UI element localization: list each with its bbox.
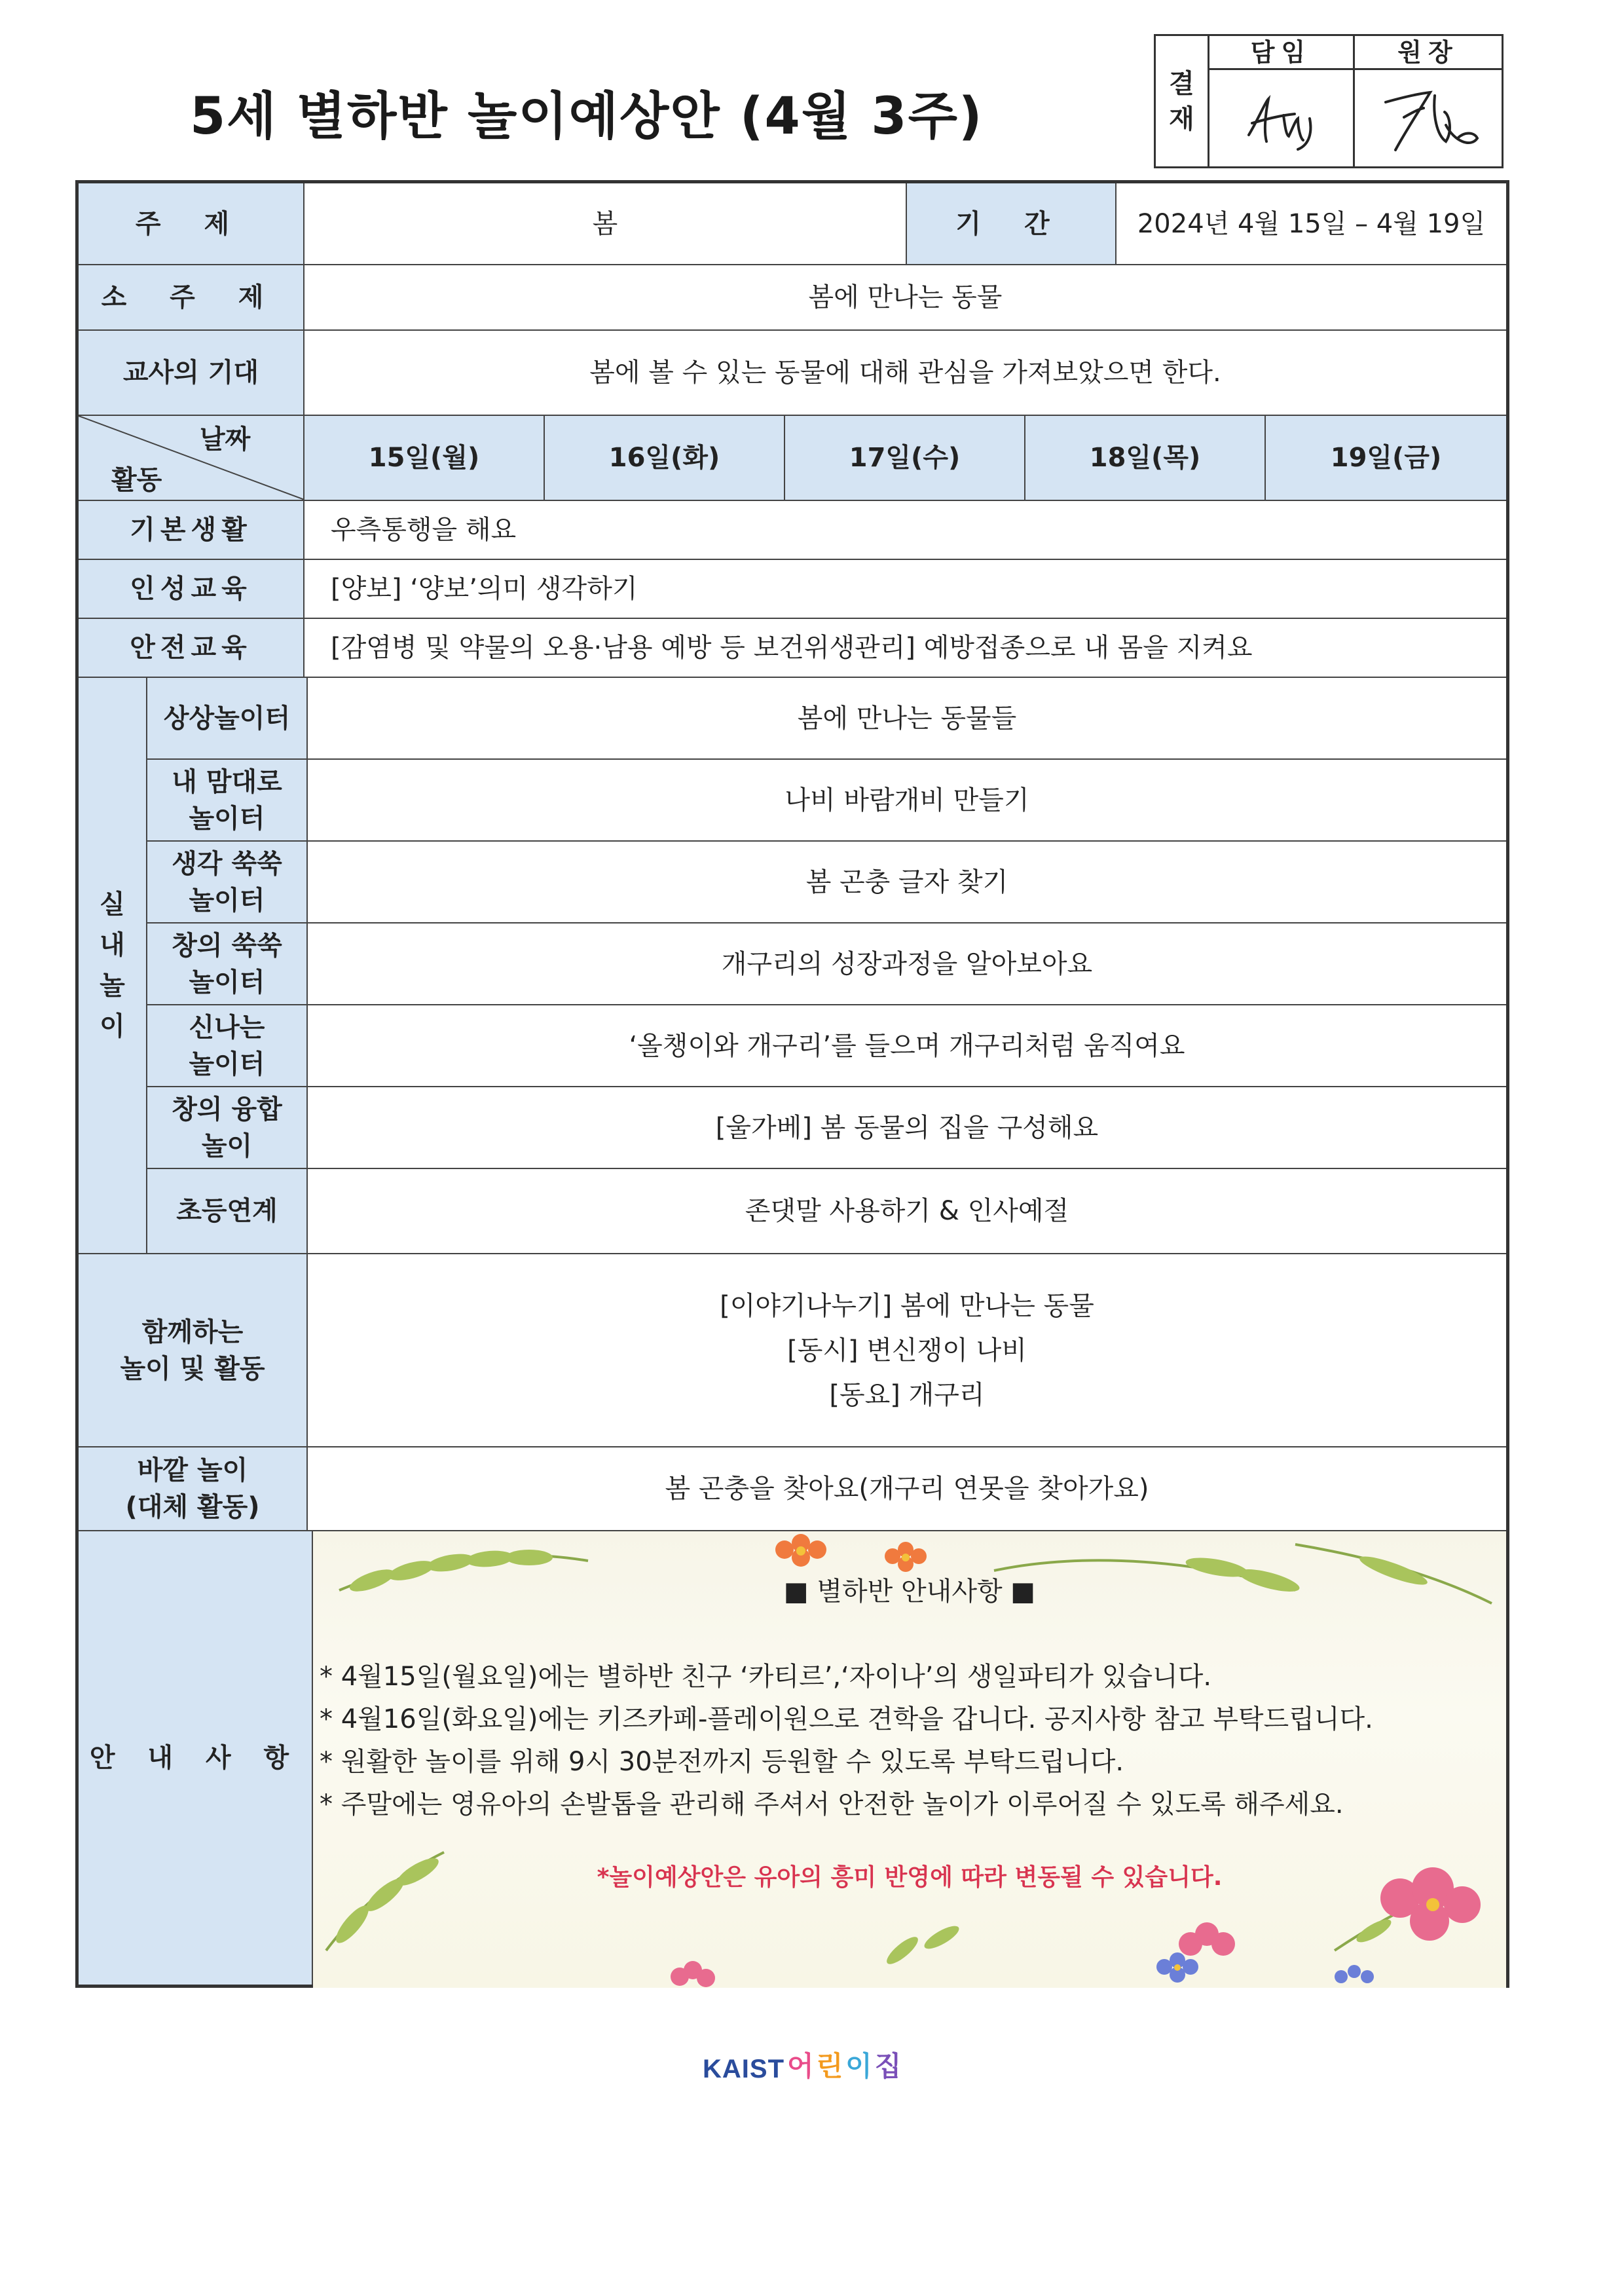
date-activity-header — [79, 416, 304, 501]
indoor-label-6 — [147, 1087, 308, 1169]
day-header-3: 17일(수) — [785, 416, 1025, 501]
teacher-signature — [1209, 70, 1353, 166]
logo-hangul-1: 어 — [787, 2050, 814, 2082]
indoor-label-2-text: 내 맘대로 놀이터 — [172, 766, 282, 834]
notice-list — [320, 1656, 1498, 1826]
notice-warning: *놀이예상안은 유아의 흥미 반영에 따라 변동될 수 있습니다. — [597, 1864, 1223, 1891]
basic-value: 우측통행을 해요 — [304, 501, 1506, 560]
safety-value: [감염병 및 약물의 오용·남용 예방 등 보건위생관리] 예방접종으로 내 몸을 지켜요 — [304, 619, 1506, 678]
approval-label-text: 결 재 — [1169, 68, 1194, 134]
basic-label: 기본생활 — [79, 501, 304, 560]
approval-teacher-header: 담임 — [1209, 36, 1353, 70]
logo-latin: KAIST — [703, 2055, 784, 2083]
outdoor-value: 봄 곤충을 찾아요(개구리 연못을 찾아가요) — [308, 1447, 1506, 1531]
indoor-label-5 — [147, 1005, 308, 1087]
notice-label: 안 내 사 항 — [79, 1531, 313, 1985]
approval-director — [1355, 36, 1502, 166]
together-value — [308, 1254, 1506, 1447]
indoor-label-3-text: 생각 쑥쑥 놀이터 — [172, 848, 282, 916]
indoor-value-2: 나비 바람개비 만들기 — [308, 760, 1506, 842]
approval-box — [1154, 34, 1504, 168]
theme-value: 봄 — [304, 183, 907, 265]
indoor-label-7-text: 초등연계 — [176, 1196, 278, 1226]
approval-label — [1156, 36, 1209, 166]
date-label: 날짜 — [200, 424, 251, 455]
subtheme-value: 봄에 만나는 동물 — [304, 265, 1506, 331]
indoor-value-6: [울가베] 봄 동물의 집을 구성해요 — [308, 1087, 1506, 1169]
indoor-label-4 — [147, 924, 308, 1005]
indoor-value-7: 존댓말 사용하기 & 인사예절 — [308, 1169, 1506, 1254]
outdoor-label — [79, 1447, 308, 1531]
expect-value: 봄에 볼 수 있는 동물에 대해 관심을 가져보았으면 한다. — [304, 331, 1506, 416]
approval-teacher — [1209, 36, 1355, 166]
notice-panel — [313, 1531, 1506, 1988]
together-line-2: [동시] 변신쟁이 나비 — [787, 1335, 1027, 1366]
kaist-logo — [703, 2045, 912, 2084]
safety-label: 안전교육 — [79, 619, 304, 678]
period-label: 기 간 — [907, 183, 1116, 265]
theme-label: 주 제 — [79, 183, 304, 265]
outdoor-label-text: 바깥 놀이 (대체 활동) — [125, 1455, 260, 1522]
indoor-label-2 — [147, 760, 308, 842]
indoor-label-3 — [147, 842, 308, 924]
day-header-2: 16일(화) — [545, 416, 785, 501]
character-value: [양보] ‘양보’의미 생각하기 — [304, 560, 1506, 619]
approval-director-header: 원장 — [1355, 36, 1502, 70]
indoor-label-1 — [147, 678, 308, 760]
together-line-3: [동요] 개구리 — [829, 1379, 985, 1410]
notice-item-3: * 원활한 놀이를 위해 9시 30분전까지 등원할 수 있도록 부탁드립니다. — [320, 1747, 1124, 1777]
indoor-label-1-text: 상상놀이터 — [163, 703, 291, 734]
indoor-value-3: 봄 곤충 글자 찾기 — [308, 842, 1506, 924]
notice-item-4: * 주말에는 영유아의 손발톱을 관리해 주셔서 안전한 놀이가 이루어질 수 있도록 해주세요. — [320, 1789, 1344, 1819]
period-value: 2024년 4월 15일 – 4월 19일 — [1116, 183, 1506, 265]
indoor-label-7 — [147, 1169, 308, 1254]
subtheme-label: 소 주 제 — [79, 265, 304, 331]
logo-hangul-4: 집 — [874, 2050, 902, 2082]
page-title: 5세 별하반 놀이예상안 (4월 3주) — [190, 87, 984, 146]
indoor-group-text: 실 내 놀 이 — [100, 889, 125, 1041]
logo-hangul-2: 린 — [816, 2050, 843, 2082]
indoor-value-5: ‘올챙이와 개구리’를 들으며 개구리처럼 움직여요 — [308, 1005, 1506, 1087]
together-label-text: 함께하는 놀이 및 활동 — [120, 1316, 265, 1384]
logo-hangul-3: 이 — [845, 2050, 872, 2082]
indoor-group-label — [79, 678, 147, 1254]
notice-item-2: * 4월16일(화요일)에는 키즈카페-플레이원으로 견학을 갑니다. 공지사항 참고 부탁드립니다. — [320, 1704, 1373, 1734]
indoor-value-4: 개구리의 성장과정을 알아보아요 — [308, 924, 1506, 1005]
character-label: 인성교육 — [79, 560, 304, 619]
indoor-label-4-text: 창의 쑥쑥 놀이터 — [172, 930, 282, 998]
notice-title: ■ 별하반 안내사항 ■ — [783, 1577, 1036, 1607]
activity-label: 활동 — [111, 465, 162, 495]
notice-item-1: * 4월15일(월요일)에는 별하반 친구 ‘카티르’,‘자이나’의 생일파티가 있습니다. — [320, 1662, 1212, 1692]
day-header-5: 19일(금) — [1266, 416, 1506, 501]
indoor-label-6-text: 창의 융합 놀이 — [172, 1094, 282, 1161]
together-label — [79, 1254, 308, 1447]
day-header-1: 15일(월) — [304, 416, 545, 501]
day-header-4: 18일(목) — [1025, 416, 1266, 501]
director-signature — [1355, 70, 1502, 166]
together-line-1: [이야기나누기] 봄에 만나는 동물 — [720, 1290, 1094, 1321]
indoor-label-5-text: 신나는 놀이터 — [189, 1012, 265, 1079]
expect-label: 교사의 기대 — [79, 331, 304, 416]
indoor-value-1: 봄에 만나는 동물들 — [308, 678, 1506, 760]
